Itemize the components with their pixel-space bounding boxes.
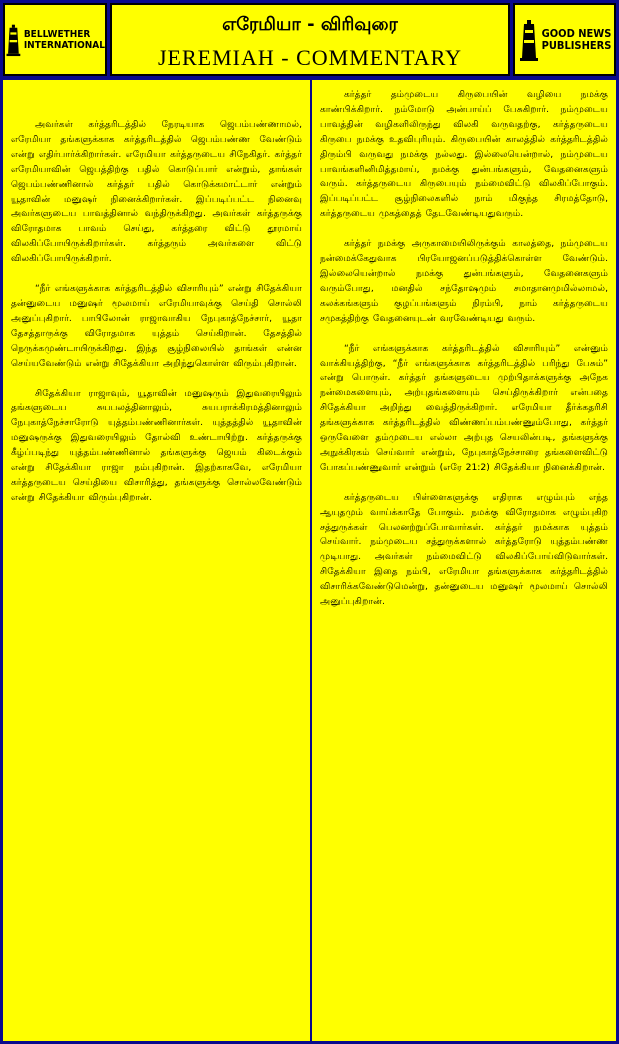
right-paragraph-3: “நீர் எங்களுக்காக கர்த்தரிடத்தில் விசாரியும்” என்னும் வாக்கியத்திற்கு, “நீர் எங்களுக்காக கர்த்தரிடத்தில் பரிந்து பேசும்” என்று பொருள். கர்த்தர் தங்களுடைய முற்பிதாக்களுக்கு அநேக நன்மைகளையும், அற்புதங்களையும் செய்திருக்கிறார் என்பதை சிதேக்கியா அறிந்து வைத்திருக்கிறார். எரேமியா தீர்க்கதரிசி தங்களுக்காக கர்த்தரிடத்தில் விண்ணப்பம்பண்ணும்போது, கர்த்தர் ஒருவேளை தம்முடைய எல்லா அற்புத செயலின்படி, தங்களுக்கு அநுக்கிரகம் செய்வார் என்றும், நேபுகாத்நேச்சாரை தங்களைவிட்டு போகப்பண்ணுவார் என்றும் (எரே 21:2) சிதேக்கியா நினைக்கிறான். bbox=[320, 342, 608, 473]
right-paragraph-2: கர்த்தர் நமக்கு அருகாமையிலிருக்கும் காலத்தை, நம்முடைய நன்மைக்கேதுவாக பிரயோஜனப்படுத்திக்கொள்ள வேண்டும். இல்லையென்றால் நமக்கு துன்பங்களும், வேதனைகளும் வரும்போது, மனதில் சந்தோஷமும் சமாதானமுமில்லாமல், கலக்கங்களும் குழப்பங்களும் நிரம்பி, நாம் கர்த்தருடைய சமுகத்திற்கு வேதனையுடன் வரவேண்டியது வரும். bbox=[320, 238, 608, 324]
right-logo-line2: PUBLISHERS bbox=[541, 38, 612, 52]
left-logo-line1: BELLWETHER bbox=[23, 28, 91, 40]
left-paragraph-1: அவர்கள் கர்த்தரிடத்தில் நேரடியாக ஜெபம்பண்ணாமல், எரேமியா தங்களுக்காக கர்த்தரிடத்தில் ஜெபம்பண்ண வேண்டும் என்று எதிர்பார்க்கிறார்கள். எரேமியா கர்த்தருடைய சிநேகிதர். கர்த்தர் எரேமியாவின் ஜெபத்திற்கு பதில் கொடுப்பார் என்றும், தாங்கள் ஜெபம்பண்ணினால் கர்த்தர் பதில் கொடுக்கமாட்டார் என்றும் யூதாவின் மனுஷர் நினைக்கிறார்கள். இப்படிப்பட்ட நினைவு அவர்களுடைய பாவத்தினால் வந்திருக்கிறது. அவர்கள் கர்த்தருக்கு விரோதமாக பாவம் செய்து, கர்த்தரை விட்டு தூரமாய் விலகிப்போயிருக்கிறார்கள். கர்த்தரும் அவர்களை விட்டு விலகிப்போயிருக்கிறார். bbox=[11, 119, 302, 265]
title-box bbox=[110, 3, 510, 76]
right-paragraph-4: கர்த்தருடைய பிள்ளைகளுக்கு எதிராக எழும்பும் எந்த ஆயுதமும் வாய்க்காதே போகும். நமக்கு விரோதமாக எழும்புகிற சத்துருக்கள் பெலனற்றுப்போவார்கள். கர்த்தர் நமக்காக யுத்தம் செய்வார். நம்முடைய சத்துருக்களால் கர்த்தரோடு யுத்தம்பண்ண முடியாது. அவர்கள் நம்மைவிட்டு விலகிப்போய்விடுவார்கள். சிதேக்கியா இதை நம்பி, எரேமியா தங்களுக்காக கர்த்தரிடத்தில் விசாரிக்கவேண்டுமென்று, தன்னுடைய மனுஷர் மூலமாய் சொல்லி அனுப்புகிறான். bbox=[320, 491, 608, 608]
title-english: JEREMIAH - COMMENTARY bbox=[157, 45, 463, 70]
left-paragraph-2: “நீர் எங்களுக்காக கர்த்தரிடத்தில் விசாரியும்” என்று சிதேக்கியா தன்னுடைய மனுஷர் மூலமாய் எரேமியாவுக்கு செய்தி சொல்லி அனுப்புகிறார். பாபிலோன் ராஜாவாகிய நேபுகாத்நேச்சார், யூதா தேசத்தாருக்கு விரோதமாக யுத்தம் செய்கிறான். தேசத்தில் நெருக்கமுண்டாயிருக்கிறது. இந்த சூழ்நிலையில் தாங்கள் என்ன செய்யவேண்டும் என்று சிதேக்கியா அறிந்துகொள்ள விரும்புகிறான். bbox=[11, 283, 302, 369]
good-news-logo bbox=[513, 3, 616, 76]
lighthouse-icon bbox=[518, 18, 540, 62]
left-paragraph-3: சிதேக்கியா ராஜாவும், யூதாவின் மனுஷரும் இதுவரையிலும் தங்களுடைய சுயபலத்தினாலும், சுயபராக்கிரமத்தினாலும் நேபுகாத்நேச்சாரோடு யுத்தம்பண்ணினார்கள். யுத்தத்தில் யூதாவின் மனுஷருக்கு இதுவரையிலும் தோல்வி உண்டாயிற்று. கர்த்தருக்கு கீழ்ப்படிந்து யுத்தம்பண்ணினால் தங்களுக்கு ஜெயம் கிடைக்கும் என்று சிதேக்கியா ராஜா நம்புகிறான். இதற்காகவே, எரேமியா கர்த்தருடைய செய்தியை விசாரித்து, தங்களுக்கு சொல்லவேண்டும் என்று சிதேக்கியா விரும்புகிறான். bbox=[11, 387, 302, 503]
title-tamil: எரேமியா - விரிவுரை bbox=[222, 14, 398, 35]
right-paragraph-1: கர்த்தர் தம்முடைய கிருபையின் வழியை நமக்கு காண்பிக்கிறார். நம்மோடு அன்பாய்ப் பேசுகிறார். நம்முடைய பாவத்தின் வழிகளிலிருந்து விலகி வருவதற்கு, கர்த்தருடைய கிருபை நமக்கு உதவிபுரியும். கிருபையின் காலத்தில் கர்த்தரிடத்தில் திரும்பி வருவது நமக்கு நல்லது. இல்லையென்றால், நம்முடைய பாவங்களினிமித்தமாய், நமக்கு துன்பங்களும், வேதனைகளும் வரும். கர்த்தருடைய கிருபையும் நம்மைவிட்டு விலகிப்போகும். இப்படிப்பட்ட சூழ்நிலைகளில் நாம் மிகுந்த சிரமத்தோடு, கர்த்தருடைய முகத்தைத் தேடவேண்டியதுவரும். bbox=[320, 89, 608, 220]
left-logo-line2: INTERNATIONAL bbox=[23, 39, 105, 51]
right-column bbox=[312, 80, 616, 1041]
bellwether-logo bbox=[3, 3, 107, 76]
right-logo-line1: GOOD NEWS bbox=[541, 26, 612, 40]
lighthouse-icon bbox=[5, 18, 22, 62]
left-column bbox=[3, 80, 310, 1041]
